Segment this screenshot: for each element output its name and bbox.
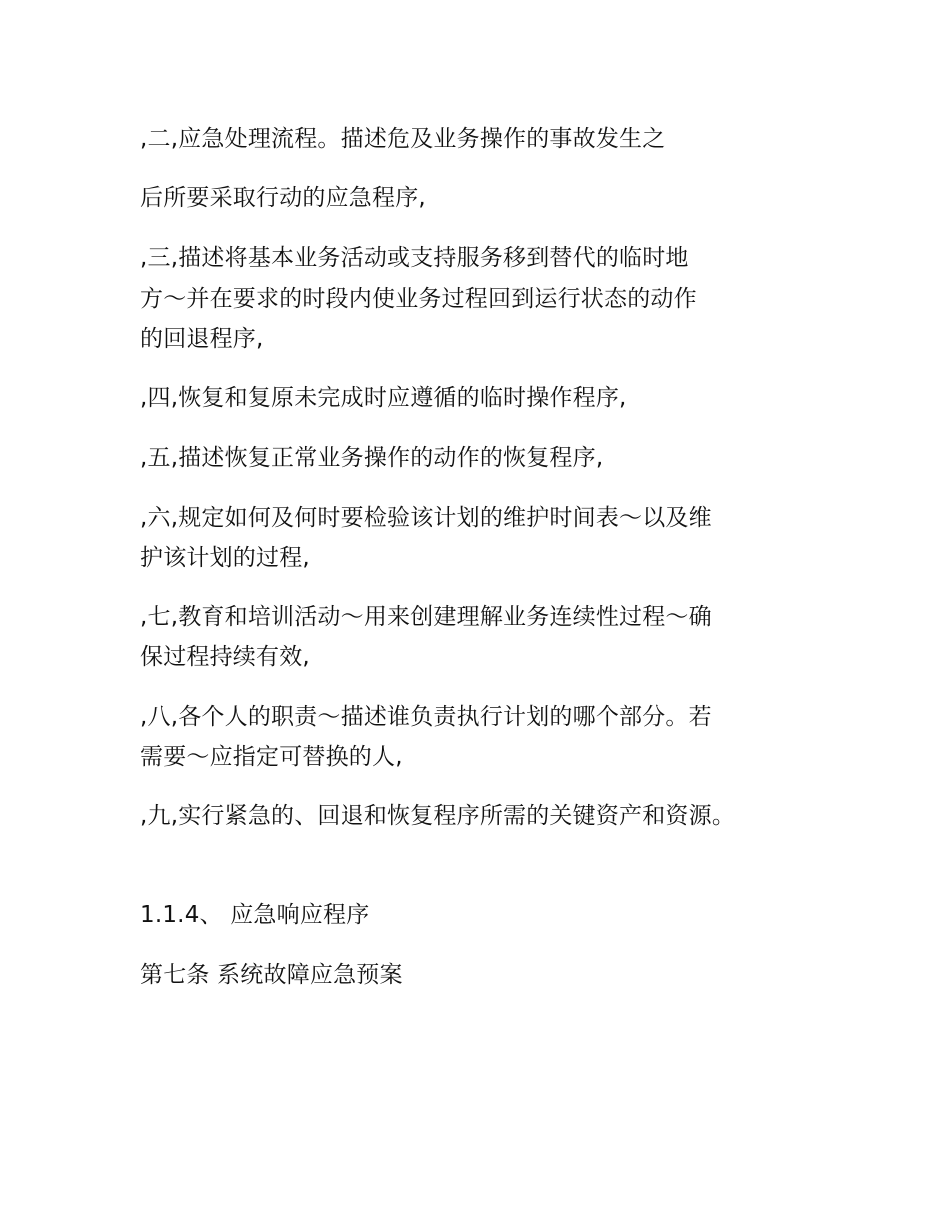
paragraph-line-item-2-cont: 后所要采取行动的应急程序, xyxy=(140,185,426,211)
paragraph-line-item-7-cont: 保过程持续有效, xyxy=(140,644,310,670)
paragraph-line-item-3-cont-1: 方～并在要求的时段内使业务过程回到运行状态的动作 xyxy=(140,286,697,312)
paragraph-line-item-8-cont: 需要～应指定可替换的人, xyxy=(140,744,403,770)
paragraph-line-item-8: ,八,各个人的职责～描述谁负责执行计划的哪个部分。若 xyxy=(140,704,712,730)
paragraph-line-item-7: ,七,教育和培训活动～用来创建理解业务连续性过程～确 xyxy=(140,604,712,630)
paragraph-line-item-4: ,四,恢复和复原未完成时应遵循的临时操作程序, xyxy=(140,385,627,411)
section-heading: 1.1.4、 应急响应程序 xyxy=(140,902,370,928)
paragraph-line-item-6-cont: 护该计划的过程, xyxy=(140,545,310,571)
paragraph-line-item-5: ,五,描述恢复正常业务操作的动作的恢复程序, xyxy=(140,445,604,471)
paragraph-line-item-9: ,九,实行紧急的、回退和恢复程序所需的关键资产和资源。 xyxy=(140,803,736,829)
article-heading: 第七条 系统故障应急预案 xyxy=(140,962,403,988)
paragraph-line-item-3: ,三,描述将基本业务活动或支持服务移到替代的临时地 xyxy=(140,245,689,271)
paragraph-line-item-6: ,六,规定如何及何时要检验该计划的维护时间表～以及维 xyxy=(140,505,712,531)
paragraph-line-item-2: ,二,应急处理流程。描述危及业务操作的事故发生之 xyxy=(140,126,666,152)
paragraph-line-item-3-cont-2: 的回退程序, xyxy=(140,326,264,352)
